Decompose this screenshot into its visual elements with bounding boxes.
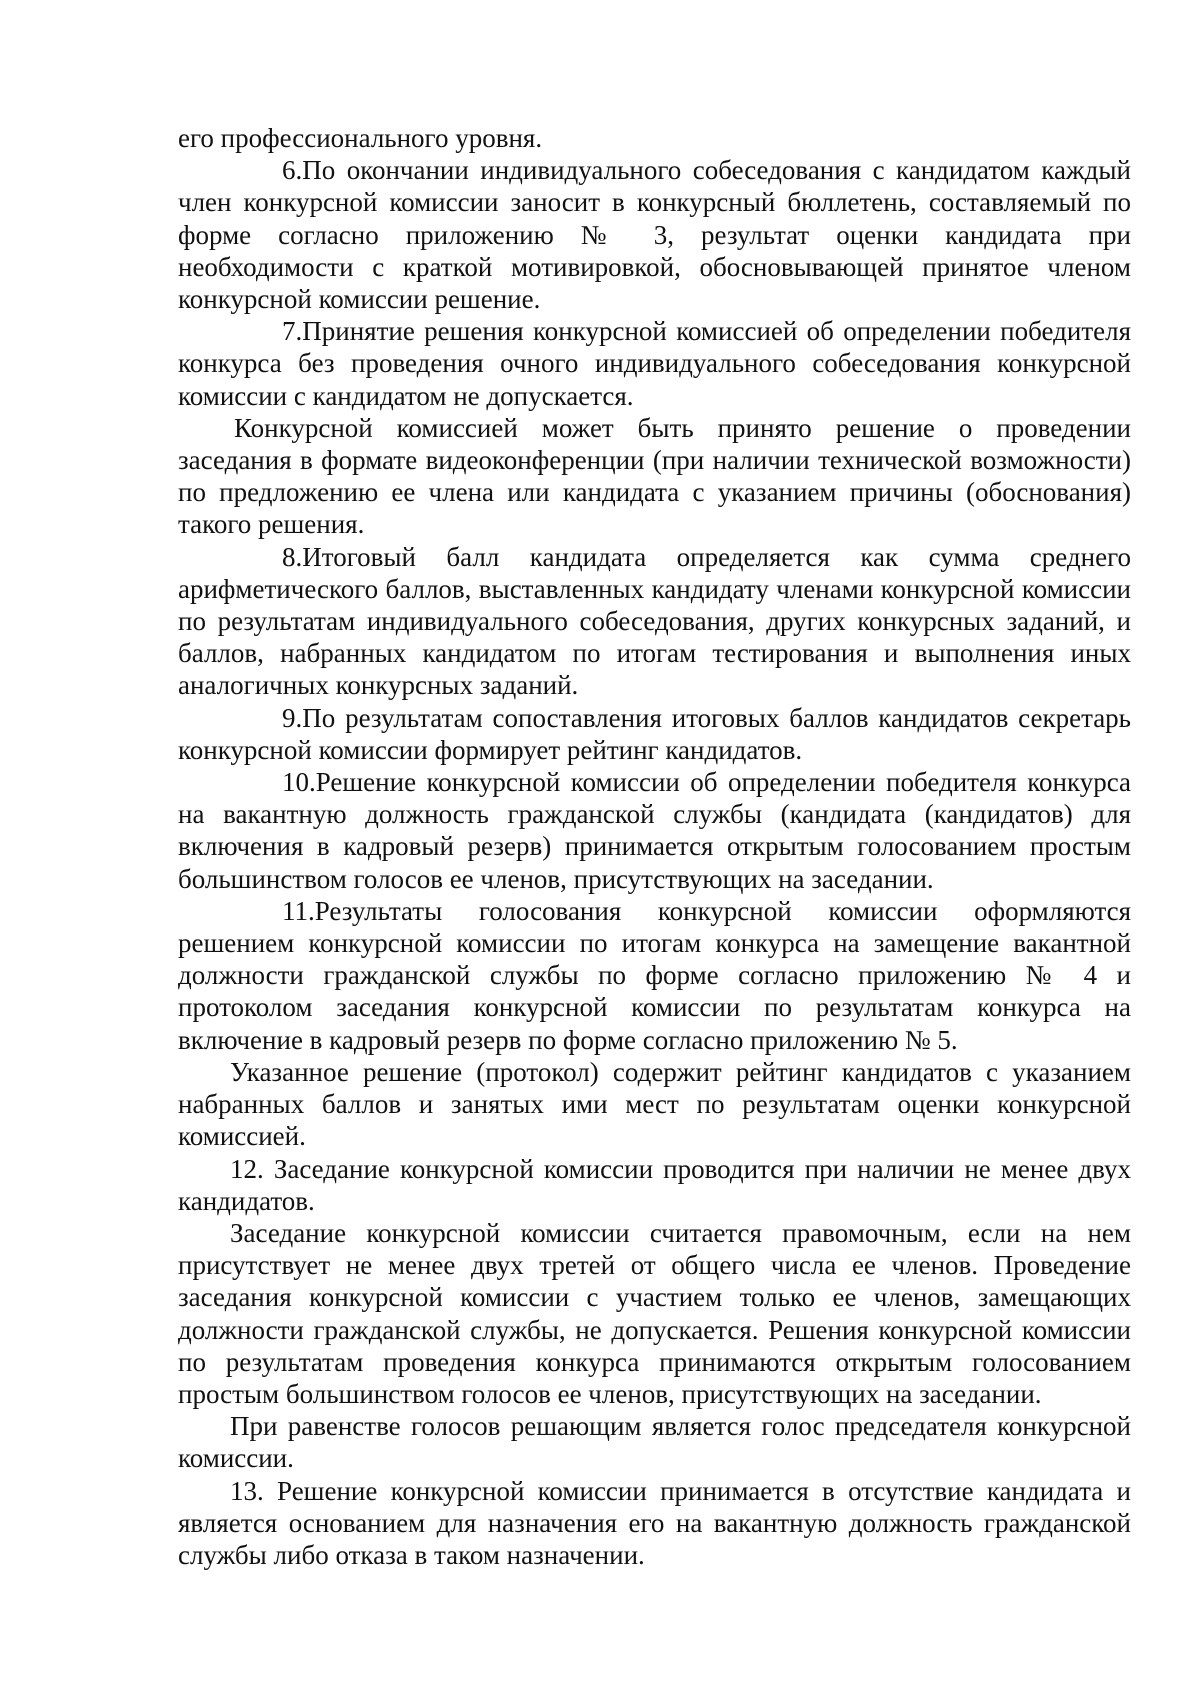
paragraph-text: По результатам сопоставления итоговых баллов кандидатов секретарь конкурсной комиссии формирует рейтинг кандидатов.: [178, 702, 1131, 765]
paragraph-videoconference: [178, 412, 1131, 541]
paragraph-number: 6.: [282, 155, 303, 186]
paragraph-number: 12.: [230, 1153, 264, 1184]
paragraph-number: 10.: [282, 767, 316, 798]
paragraph-number: 8.: [282, 541, 303, 572]
paragraph-text: Результаты голосования конкурсной комиссии оформляются решением конкурсной комиссии по итогам конкурса на замещение вакантной должности гражданской службы по форме согласно приложению № 4 и протоколом заседания конкурсной комиссии по результатам конкурса на включение в кадровый резерв по форме согласно приложению № 5.: [178, 895, 1131, 1055]
paragraph-item-8: [178, 541, 1131, 702]
paragraph-item-10: [178, 766, 1131, 895]
paragraph-text: Итоговый балл кандидата определяется как сумма среднего арифметического баллов, выставленных кандидату членами конкурсной комиссии по результатам индивидуального собеседования, других конкурсных заданий, и баллов, набранных кандидатом по итогам тестирования и выполнения иных аналогичных конкурсных заданий.: [178, 541, 1131, 701]
paragraph-item-13: [178, 1475, 1131, 1572]
paragraph-text: Принятие решения конкурсной комиссией об определении победителя конкурса без проведения очного индивидуального собеседования конкурсной комиссии с кандидатом не допускается.: [178, 316, 1131, 411]
paragraph-decision-rating: [178, 1056, 1131, 1153]
paragraph-number: 11.: [282, 895, 315, 926]
paragraph-tie-vote: [178, 1410, 1131, 1474]
paragraph-text: По окончании индивидуального собеседования с кандидатом каждый член конкурсной комиссии заносит в конкурсный бюллетень, составляемый по форме согласно приложению № 3, результат оценки кандидата при необходимости с краткой мотивировкой, обосновывающей принятое членом конкурсной комиссии решение.: [178, 155, 1131, 315]
paragraph-continuation: [178, 122, 1131, 154]
paragraph-item-7: [178, 315, 1131, 412]
paragraph-text: Заседание конкурсной комиссии считается правомочным, если на нем присутствует не менее двух третей от общего числа ее членов. Проведение заседания конкурсной комиссии с участием только ее членов, замещающих должности гражданской службы, не допускается. Решения конкурсной комиссии по результатам проведения конкурса принимаются открытым голосованием простым большинством голосов ее членов, присутствующих на заседании.: [178, 1217, 1131, 1409]
paragraph-text: Указанное решение (протокол) содержит рейтинг кандидатов с указанием набранных баллов и занятых ими мест по результатам оценки конкурсной комиссией.: [178, 1056, 1131, 1152]
paragraph-item-9: [178, 702, 1131, 766]
paragraph-item-11: [178, 895, 1131, 1056]
paragraph-quorum: [178, 1217, 1131, 1410]
paragraph-number: 9.: [282, 702, 303, 733]
paragraph-text: Решение конкурсной комиссии принимается в отсутствие кандидата и является основанием для назначения его на вакантную должность гражданской службы либо отказа в таком назначении.: [178, 1475, 1132, 1570]
document-body: [178, 122, 1131, 1571]
paragraph-item-6: [178, 154, 1131, 315]
paragraph-text: его профессионального уровня.: [178, 123, 543, 153]
paragraph-number: 13.: [230, 1475, 264, 1506]
paragraph-number: 7.: [282, 316, 303, 347]
paragraph-text: Конкурсной комиссией может быть принято решение о проведении заседания в формате видеоконференции (при наличии технической возможности) по предложению ее члена или кандидата с указанием причины (обоснования) такого решения.: [178, 412, 1131, 540]
paragraph-item-12: [178, 1153, 1131, 1217]
paragraph-text: Решение конкурсной комиссии об определении победителя конкурса на вакантную должность гражданской службы (кандидата (кандидатов) для включения в кадровый резерв) принимается открытым голосованием простым большинством голосов ее членов, присутствующих на заседании.: [178, 767, 1131, 894]
paragraph-text: Заседание конкурсной комиссии проводится при наличии не менее двух кандидатов.: [178, 1153, 1131, 1216]
paragraph-text: При равенстве голосов решающим является голос председателя конкурсной комиссии.: [178, 1411, 1131, 1474]
